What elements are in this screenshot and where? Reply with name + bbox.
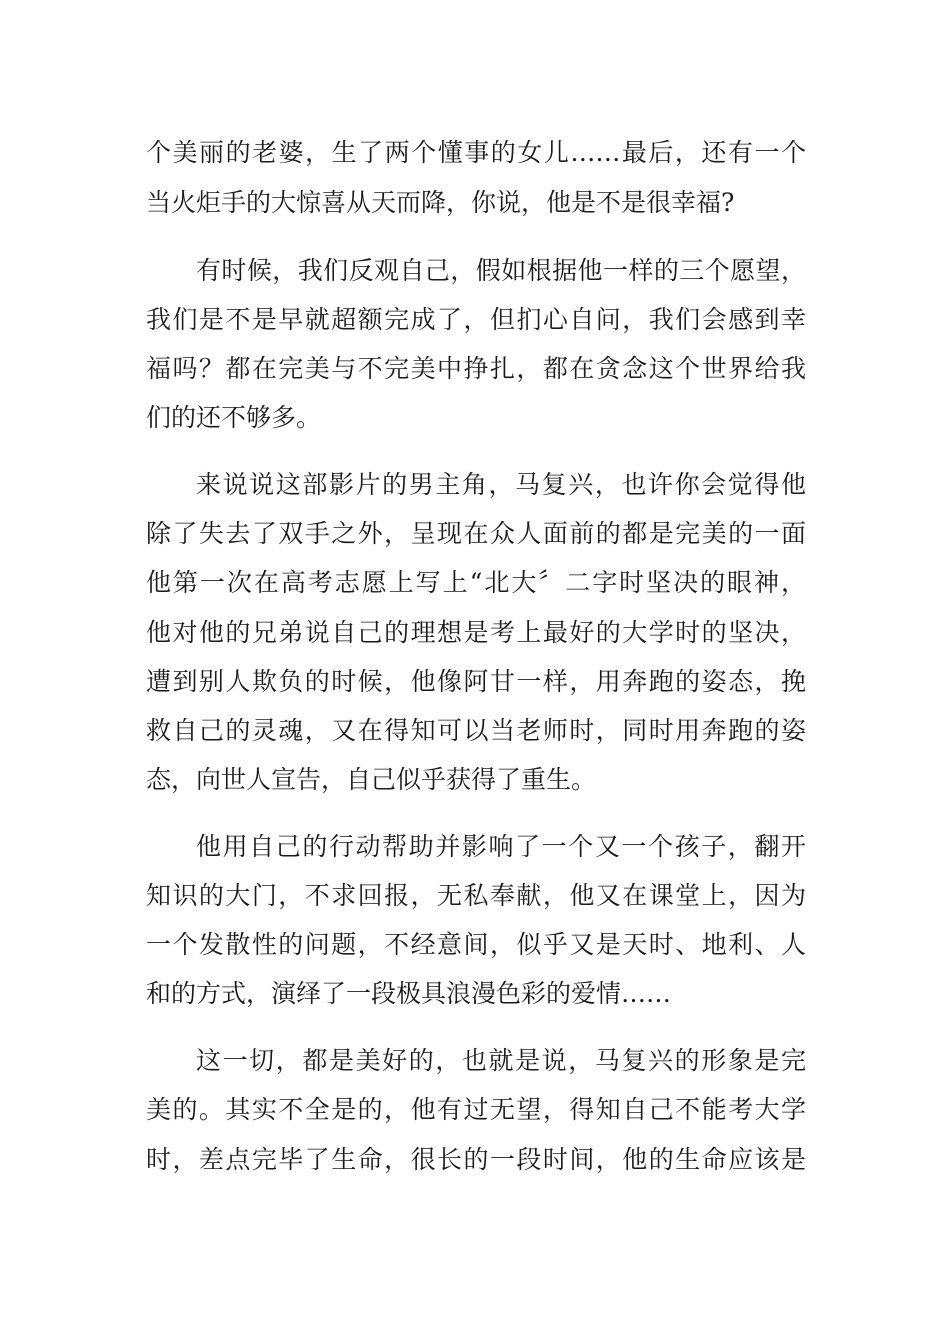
paragraph-line: 一个发散性的问题，不经意间，似乎又是天时、地利、人 (146, 930, 806, 959)
paragraph-line: 有时候，我们反观自己，假如根据他一样的三个愿望， (196, 256, 806, 285)
paragraph-line: 救自己的灵魂，又在得知可以当老师时，同时用奔跑的姿 (146, 716, 806, 745)
paragraph-line: 时，差点完毕了生命，很长的一段时间，他的生命应该是 (146, 1145, 806, 1174)
paragraph-line: 美的。其实不全是的，他有过无望，得知自己不能考大学 (146, 1095, 806, 1124)
paragraph-line: 和的方式，演绎了一段极具浪漫色彩的爱情…… (146, 979, 672, 1008)
paragraph-line: 知识的大门，不求回报，无私奉献，他又在课堂上，因为 (146, 881, 806, 910)
paragraph-line: 我们是不是早就超额完成了，但扪心自问，我们会感到幸 (146, 305, 806, 334)
paragraph-line: 来说说这部影片的男主角，马复兴，也许你会觉得他 (196, 470, 806, 499)
paragraph-line: 除了失去了双手之外，呈现在众人面前的都是完美的一面 (146, 519, 806, 548)
paragraph-line: 他第一次在高考志愿上写上“北大〞二字时坚决的眼神， (146, 568, 806, 597)
paragraph-line: 这一切，都是美好的，也就是说，马复兴的形象是完 (196, 1046, 806, 1075)
paragraph-line: 他用自己的行动帮助并影响了一个又一个孩子，翻开 (196, 832, 806, 861)
paragraph-line: 他对他的兄弟说自己的理想是考上最好的大学时的坚决， (146, 618, 806, 647)
paragraph-line: 福吗？都在完美与不完美中挣扎，都在贪念这个世界给我 (146, 354, 806, 383)
paragraph-line: 态，向世人宣告，自己似乎获得了重生。 (146, 765, 597, 794)
paragraph-line: 遭到别人欺负的时候，他像阿甘一样，用奔跑的姿态，挽 (146, 667, 806, 696)
paragraph-line: 当火炬手的大惊喜从天而降，你说，他是不是很幸福? (146, 188, 735, 217)
paragraph-line: 们的还不够多。 (146, 403, 322, 432)
paragraph-line: 个美丽的老婆，生了两个懂事的女儿……最后，还有一个 (146, 138, 806, 167)
